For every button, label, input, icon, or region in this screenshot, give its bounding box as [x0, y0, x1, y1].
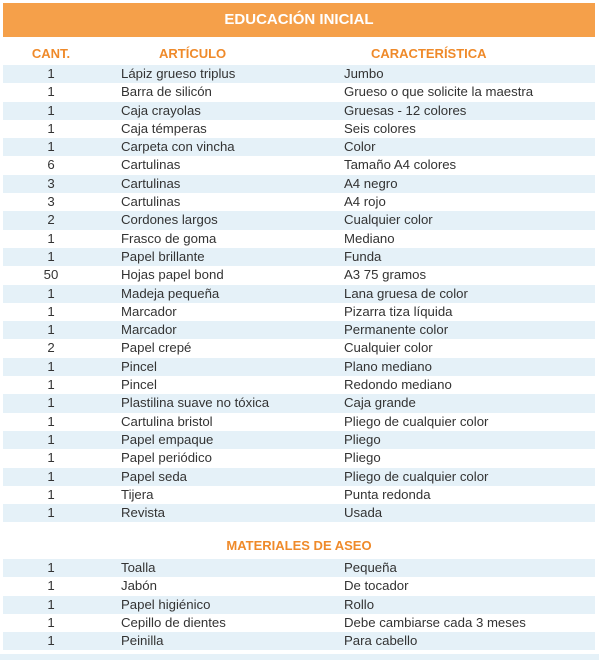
cell-item: Papel periódico: [121, 450, 212, 466]
cell-item: Peinilla: [121, 633, 164, 649]
cell-item: Marcador: [121, 322, 177, 338]
cell-feature: Lana gruesa de color: [344, 285, 468, 301]
table-row: [3, 193, 595, 211]
table-row: [3, 486, 595, 504]
cell-qty: 1: [47, 84, 55, 100]
table-row: [3, 449, 595, 467]
cell-item: Papel brillante: [121, 248, 205, 264]
table-row: [3, 632, 595, 650]
cell-item: Caja crayolas: [121, 102, 201, 118]
cell-item: Toalla: [121, 560, 156, 575]
cell-feature: Usada: [344, 505, 383, 521]
cell-item: Tijera: [121, 486, 154, 502]
table-row: [3, 120, 595, 138]
cell-feature: Plano mediano: [344, 358, 432, 374]
cell-qty: 1: [47, 486, 55, 502]
cell-feature: A4 negro: [344, 175, 398, 191]
cell-feature: Pliego de cualquier color: [344, 413, 489, 429]
cell-item: Caja témperas: [121, 120, 207, 136]
cell-qty: 1: [47, 505, 55, 521]
table-row: [3, 468, 595, 486]
cell-qty: 3: [47, 194, 55, 210]
table-row: [3, 303, 595, 321]
cell-feature: Tamaño A4 colores: [344, 157, 457, 173]
cell-feature: Jumbo: [344, 66, 384, 81]
cell-feature: Redondo mediano: [344, 377, 452, 393]
table-row: [3, 83, 595, 101]
cell-item: Cartulinas: [121, 157, 181, 173]
cell-qty: 1: [47, 450, 55, 466]
cell-qty: 1: [47, 395, 55, 411]
cell-item: Cartulinas: [121, 194, 181, 210]
cell-item: Cartulinas: [121, 175, 181, 191]
cell-qty: 2: [47, 340, 55, 356]
cell-item: Revista: [121, 505, 165, 521]
cell-qty: 1: [47, 102, 55, 118]
table-row: [3, 394, 595, 412]
cell-qty: 2: [47, 212, 55, 228]
cell-item: Plastilina suave no tóxica: [121, 395, 270, 411]
cell-qty: 1: [47, 303, 55, 319]
table-row: [3, 65, 595, 83]
cell-feature: De tocador: [344, 578, 409, 594]
cell-item: Marcador: [121, 303, 177, 319]
cell-item: Lápiz grueso triplus: [121, 66, 236, 81]
table-row: [3, 248, 595, 266]
table-row: [3, 230, 595, 248]
table-row: [3, 285, 595, 303]
cell-item: Barra de silicón: [121, 84, 212, 100]
supplies-table: [3, 65, 595, 522]
cell-feature: A4 rojo: [344, 194, 386, 210]
cell-qty: 1: [47, 413, 55, 429]
table-row: [3, 376, 595, 394]
cell-feature: A3 75 gramos: [344, 267, 427, 283]
cell-qty: 1: [47, 633, 55, 649]
cell-item: Hojas papel bond: [121, 267, 224, 283]
table-row: [3, 413, 595, 431]
table-row: [3, 614, 595, 632]
header-item: ARTÍCULO: [159, 46, 227, 61]
cell-feature: Caja grande: [344, 395, 416, 411]
cell-feature: Pliego: [344, 450, 381, 466]
table-row: [3, 559, 595, 577]
cell-item: Cepillo de dientes: [121, 614, 226, 630]
cell-feature: Cualquier color: [344, 340, 433, 356]
cell-qty: 1: [47, 560, 55, 575]
cell-qty: 1: [47, 322, 55, 338]
cell-feature: Debe cambiarse cada 3 meses: [344, 614, 526, 630]
cell-item: Pincel: [121, 377, 157, 393]
table-row: [3, 321, 595, 339]
table-row: [3, 175, 595, 193]
table-row: [3, 596, 595, 614]
cell-feature: Pliego: [344, 431, 381, 447]
cell-qty: 1: [47, 614, 55, 630]
cell-qty: 6: [47, 157, 55, 173]
page-title: EDUCACIÓN INICIAL: [3, 3, 595, 37]
cell-feature: Cualquier color: [344, 212, 433, 228]
table-row: [3, 102, 595, 120]
cell-item: Frasco de goma: [121, 230, 217, 246]
cell-feature: Grueso o que solicite la maestra: [344, 84, 534, 100]
cell-qty: 1: [47, 66, 55, 81]
cell-item: Papel crepé: [121, 340, 192, 356]
cell-feature: Para cabello: [344, 633, 418, 649]
cell-item: Cartulina bristol: [121, 413, 213, 429]
cell-feature: Permanente color: [344, 322, 449, 338]
cell-qty: 1: [47, 230, 55, 246]
cell-qty: 1: [47, 468, 55, 484]
hygiene-table: [3, 559, 595, 650]
table-row: [3, 156, 595, 174]
table-row: [3, 358, 595, 376]
cell-qty: 1: [47, 285, 55, 301]
cell-feature: Pliego de cualquier color: [344, 468, 489, 484]
cell-feature: Gruesas - 12 colores: [344, 102, 467, 118]
cell-item: Jabón: [121, 578, 157, 594]
cell-feature: Pizarra tiza líquida: [344, 303, 453, 319]
footer-band: [0, 654, 599, 660]
cell-qty: 1: [47, 139, 55, 155]
cell-item: Carpeta con vincha: [121, 139, 235, 155]
header-feature: CARACTERÍSTICA: [371, 46, 487, 61]
table-row: [3, 504, 595, 522]
header-qty: CANT.: [31, 46, 71, 61]
cell-item: Cordones largos: [121, 212, 218, 228]
cell-item: Pincel: [121, 358, 157, 374]
cell-item: Papel higiénico: [121, 596, 211, 612]
cell-qty: 50: [43, 267, 59, 283]
cell-feature: Funda: [344, 248, 382, 264]
cell-feature: Rollo: [344, 596, 375, 612]
cell-qty: 1: [47, 578, 55, 594]
cell-qty: 1: [47, 358, 55, 374]
cell-feature: Color: [344, 139, 376, 155]
cell-item: Papel empaque: [121, 431, 214, 447]
cell-qty: 1: [47, 377, 55, 393]
section-title-hygiene: MATERIALES DE ASEO: [226, 538, 372, 553]
table-row: [3, 339, 595, 357]
cell-qty: 1: [47, 120, 55, 136]
cell-feature: Mediano: [344, 230, 395, 246]
table-row: [3, 138, 595, 156]
table-row: [3, 431, 595, 449]
cell-feature: Seis colores: [344, 120, 416, 136]
cell-item: Papel seda: [121, 468, 187, 484]
cell-feature: Punta redonda: [344, 486, 431, 502]
table-row: [3, 211, 595, 229]
cell-feature: Pequeña: [344, 560, 397, 575]
cell-item: Madeja pequeña: [121, 285, 220, 301]
table-row: [3, 577, 595, 595]
cell-qty: 1: [47, 431, 55, 447]
cell-qty: 1: [47, 248, 55, 264]
table-row: [3, 266, 595, 284]
cell-qty: 3: [47, 175, 55, 191]
cell-qty: 1: [47, 596, 55, 612]
